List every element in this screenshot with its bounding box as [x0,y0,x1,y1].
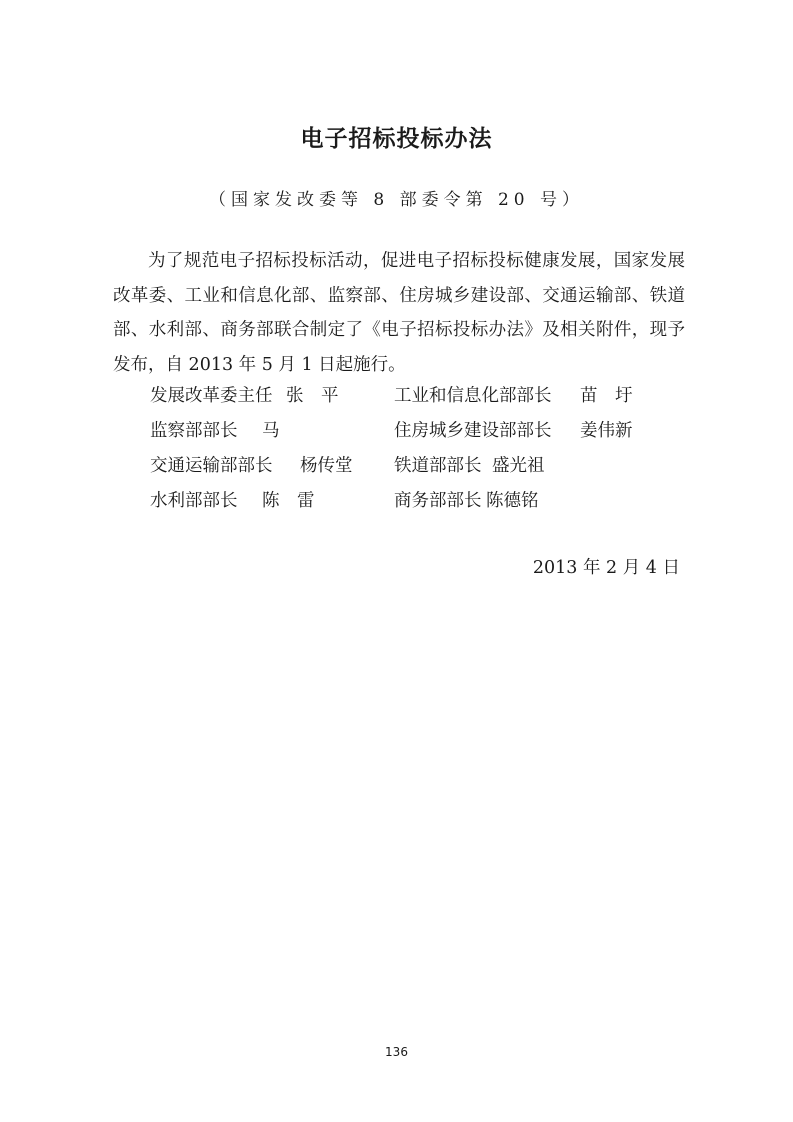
document-title: 电子招标投标办法 [300,126,493,152]
page-number: 136 [385,1045,408,1059]
signatory-name: 陈德铭 [486,491,539,511]
signatory-title: 工业和信息化部部长 [394,386,552,406]
signatory-title: 商务部部长 [394,491,482,511]
signatory-name: 苗圩 [580,386,650,406]
issue-date: 2013 年 2 月 4 日 [532,558,680,578]
signatory-title: 水利部部长 [150,491,238,511]
signatory-title: 铁道部部长 [394,456,482,476]
signature-row [150,381,690,411]
signatory-title: 监察部部长 [150,421,238,441]
signatory-name: 杨传堂 [300,456,353,476]
signature-row [150,486,690,516]
signatory-name: 马 [262,421,280,441]
signatory-title: 发展改革委主任 [150,386,273,406]
document-subtitle: （国家发改委等 8 部委令第 20 号） [208,190,585,210]
signatory-name: 姜伟新 [580,421,633,441]
signatory-title: 住房城乡建设部部长 [394,421,552,441]
signatory-name: 张平 [286,386,356,406]
body-paragraph: 为了规范电子招标投标活动，促进电子招标投标健康发展，国家发展改革委、工业和信息化部、监察部、住房城乡建设部、交通运输部、铁道部、水利部、商务部联合制定了《电子招标投标办法》及相关附件，现予发布，自 2013 年 5 月 1 日起施行。 [113,251,685,375]
signatory-name: 盛光祖 [492,456,545,476]
signature-row [150,451,690,481]
signatory-name: 陈雷 [262,491,332,511]
signatory-title: 交通运输部部长 [150,456,273,476]
signature-row [150,416,690,446]
